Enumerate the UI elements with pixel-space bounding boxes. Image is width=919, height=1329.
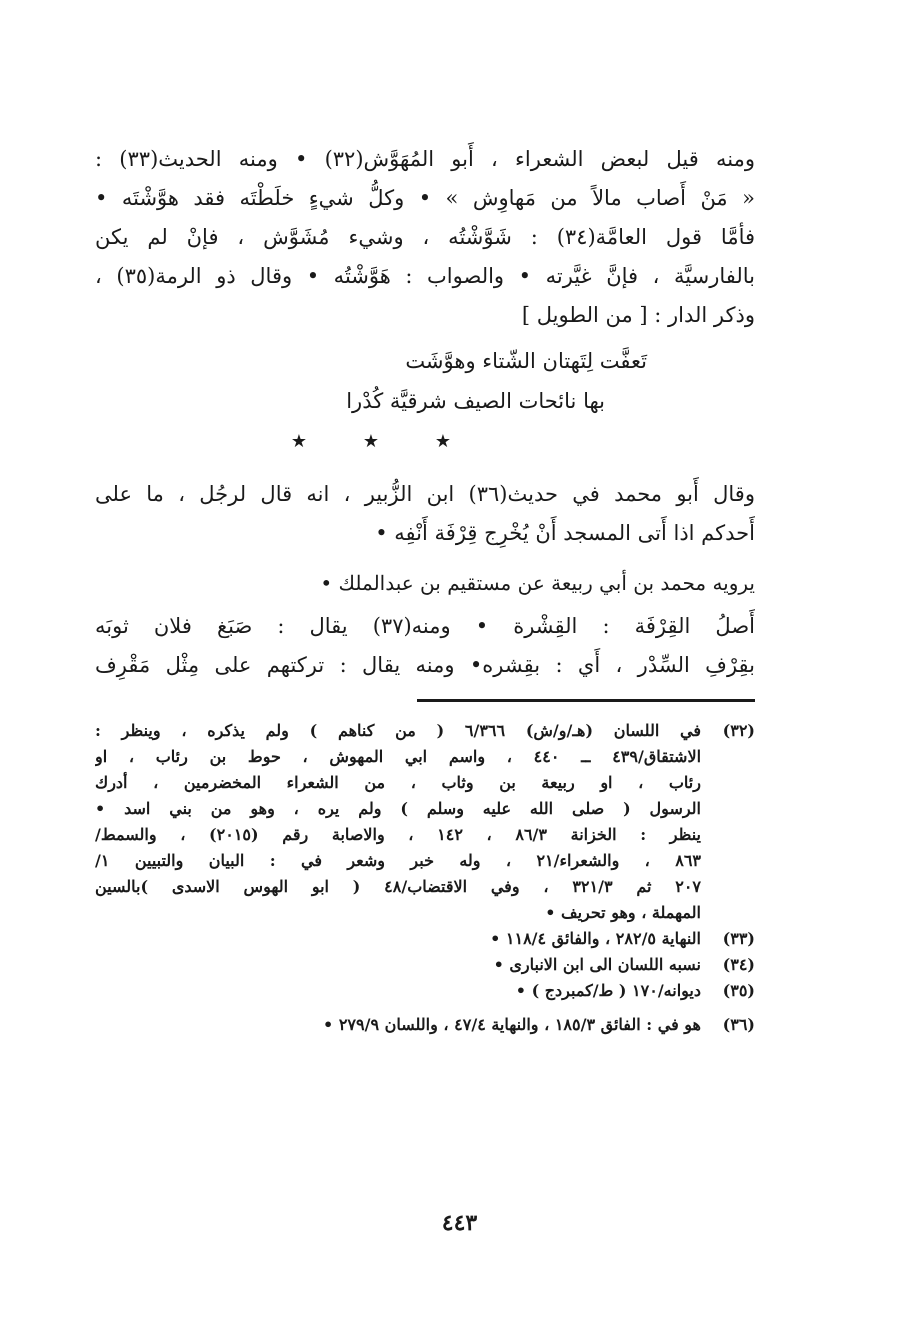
body-line: « مَنْ أَصاب مالاً من مَهاوِش » • وكلُّ شيءٍ خلَطْتَه فقد هوَّشْتَه •: [95, 186, 755, 210]
footnote-number: (٣٣): [722, 929, 755, 948]
footnote: [95, 978, 755, 1004]
footnote: [95, 926, 755, 952]
body-line: ومنه قيل لبعض الشعراء ، أَبو المُهَوَّش(٣٢) • ومنه الحديث(٣٣) :: [95, 147, 755, 171]
body-line: بقِرْفِ السِّدْر ، أَي : بقِشره• ومنه يقال : تركتهم على مِثْل مَقْرِف: [95, 653, 755, 677]
footnote-line: ديوانه/١٧٠ ( ط/كمبردج ) •: [515, 981, 701, 1000]
body-line: فأمَّا قول العامَّة(٣٤) : شَوَّشْتُه ، وشيء مُشَوَّش ، فإنْ لم يكن: [95, 225, 755, 249]
footnote-number: (٣٥): [722, 981, 755, 1000]
footnote: [95, 718, 755, 926]
verse-hemistich-1: تَعفَّت لِتَهتان الشّتاء وهوَّشَت: [405, 349, 647, 373]
footnote-line: الاشتقاق/٤٣٩ ــ ٤٤٠ ، واسم ابي المهوش ، حوط بن رئاب ، او: [95, 747, 701, 766]
footnote: [95, 1012, 755, 1038]
body-line: أَصلُ القِرْفَة : القِشْرة • ومنه(٣٧) يقال : صَبَغ فلان ثوبَه: [95, 614, 755, 638]
footnote-line: رئاب ، او ربيعة بن وثاب ، من الشعراء المخضرمين ، أدرك: [95, 773, 701, 792]
page-content: [95, 140, 755, 1038]
footnote-line: ٢٠٧ ثم ٣٢١/٣ ، وفي الاقتضاب/٤٨ ( ابو الهوس الاسدى )بالسين: [95, 877, 701, 896]
body-line: وذكر الدار : [ من الطويل ]: [521, 303, 755, 327]
footnote: [95, 952, 755, 978]
main-text-paragraph-2: [95, 475, 755, 553]
body-line: بالفارسيَّة ، فإنَّ غيَّرته • والصواب : هَوَّشْتُه • وقال ذو الرمة(٣٥) ،: [95, 264, 755, 288]
footnote-line: ينظر : الخزانة ٨٦/٣ ، ١٤٢ ، والاصابة رقم (٢٠١٥) ، والسمط/: [95, 825, 701, 844]
footnote-line: في اللسان (هـ/و/ش) ٦/٣٦٦ ( من كناهم ) ولم يذكره ، وينظر :: [95, 721, 701, 740]
body-line: وقال أَبو محمد في حديث(٣٦) ابن الزُّبير ، انه قال لرجُل ، ما على: [95, 482, 755, 506]
main-text-paragraph-3: [95, 607, 755, 685]
isnad-line: يرويه محمد بن أبي ربيعة عن مستقيم بن عبدالملك •: [320, 571, 755, 595]
footnote-number: (٣٢): [722, 721, 755, 740]
footnote-line: ٨٦٣ ، والشعراء/٢١ ، وله خبر وشعر في : البيان والتبيين ١/: [95, 851, 701, 870]
section-divider-stars: [95, 427, 755, 457]
body-line: أَحدكم اذا أَتى المسجد أَنْ يُخْرِج قِرْفَة أَنْفِه •: [375, 521, 755, 545]
verse-hemistich-2: بها نائحات الصيف شرقيَّة كُدْرا: [346, 389, 605, 413]
footnote-line: نسبه اللسان الى ابن الانبارى •: [493, 955, 701, 974]
footnote-separator: [417, 699, 755, 702]
footnote-line: المهملة ، وهو تحريف •: [545, 903, 701, 922]
star-icon: ★: [434, 431, 504, 452]
star-icon: ★: [362, 431, 432, 452]
page-number: ٤٤٣: [441, 1210, 478, 1236]
star-icon: ★: [290, 431, 360, 452]
footnote-number: (٣٤): [722, 955, 755, 974]
main-text-paragraph-1: [95, 140, 755, 335]
footnote-line: هو في : الفائق ١٨٥/٣ ، والنهاية ٤٧/٤ ، واللسان ٢٧٩/٩ •: [323, 1015, 701, 1034]
footnote-number: (٣٦): [722, 1015, 755, 1034]
footnote-line: الرسول ( صلى الله عليه وسلم ) ولم يره ، وهو من بني اسد •: [95, 799, 701, 818]
poem-verse: [95, 341, 755, 421]
footnotes: [95, 718, 755, 1038]
footnote-line: النهاية ٢٨٢/٥ ، والفائق ١١٨/٤ •: [490, 929, 701, 948]
